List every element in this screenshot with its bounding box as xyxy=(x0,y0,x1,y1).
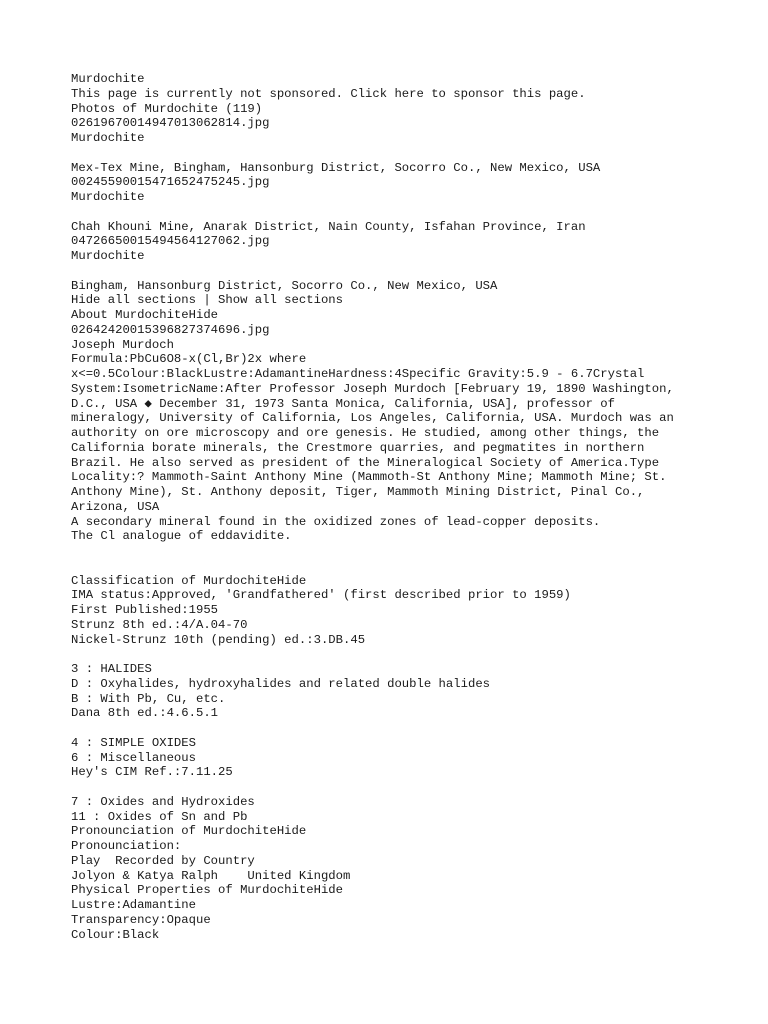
photo-mineral[interactable]: Murdochite xyxy=(71,190,145,204)
transparency: Transparency:Opaque xyxy=(71,912,211,927)
ns-subdivision: B : With Pb, Cu, etc. xyxy=(71,691,226,706)
page-title: Murdochite xyxy=(71,72,145,86)
photo-locality[interactable]: Mex-Tex Mine, Bingham, Hansonburg District, Socorro Co., New Mexico, USA xyxy=(71,160,601,175)
ns-division: D : Oxyhalides, hydroxyhalides and related double halides xyxy=(71,676,491,691)
hey-class: 7 : Oxides and Hydroxides xyxy=(71,794,255,809)
physical-heading[interactable]: Physical Properties of MurdochiteHide xyxy=(71,883,343,898)
pronounciation-heading[interactable]: Pronounciation of MurdochiteHide xyxy=(71,824,307,839)
dana-8th: Dana 8th ed.:4.6.5.1 xyxy=(71,706,219,721)
pronounciation-row: Jolyon & Katya Ralph United Kingdom xyxy=(71,868,351,883)
nickel-strunz-10th: Nickel-Strunz 10th (pending) ed.:3.DB.45 xyxy=(71,632,366,647)
about-note: The Cl analogue of eddavidite. xyxy=(71,529,292,544)
photo-filename[interactable]: 00245590015471652475245.jpg xyxy=(71,175,270,190)
photo-filename[interactable]: 02619670014947013062814.jpg xyxy=(71,116,270,131)
colour: Colour:Black xyxy=(71,927,160,942)
photo-locality[interactable]: Bingham, Hansonburg District, Socorro Co., New Mexico, USA xyxy=(71,278,498,293)
photo-mineral[interactable]: Murdochite xyxy=(71,131,145,145)
lustre: Lustre:Adamantine xyxy=(71,898,196,912)
about-description: x<=0.5Colour:BlackLustre:AdamantineHardness:4Specific Gravity:5.9 - 6.7Crystal System:IsometricName:After Professor Joseph Murdoch [February 19, 1890 Washington, D.C., USA ◆ December 31, 1973 Santa Monica, California, USA], professor of mineralogy, University of California, Los Angeles, California, USA. Murdoch was an authority on ore microscopy and ore genesis. He studied, among other things, the California borate minerals, the Crestmore quarries, and pegmatites in northern Brazil. He also served as president of the Mineralogical Society of America.Type Locality:? Mammoth-Saint Anthony Mine (Mammoth-St Anthony Mine; Mammoth Mine; St. Anthony Mine), St. Anthony deposit, Tiger, Mammoth Mining District, Pinal Co., Arizona, USA xyxy=(71,367,674,514)
section-toggle-links[interactable]: Hide all sections | Show all sections xyxy=(71,293,343,308)
photo-mineral[interactable]: Murdochite xyxy=(71,249,145,263)
ima-status: IMA status:Approved, 'Grandfathered' (first described prior to 1959) xyxy=(71,588,571,603)
photo-filename[interactable]: 04726650015494564127062.jpg xyxy=(71,234,270,249)
pronounciation-table-header: Play Recorded by Country xyxy=(71,853,255,868)
about-note: A secondary mineral found in the oxidized zones of lead-copper deposits. xyxy=(71,514,601,529)
dana-type: 6 : Miscellaneous xyxy=(71,750,196,765)
about-image-filename[interactable]: 02642420015396827374696.jpg xyxy=(71,322,270,337)
pronounciation-label: Pronounciation: xyxy=(71,839,182,853)
document-body xyxy=(71,72,701,942)
formula-line: Formula:PbCu6O8-x(Cl,Br)2x where xyxy=(71,352,307,367)
about-heading[interactable]: About MurdochiteHide xyxy=(71,308,219,322)
dana-class: 4 : SIMPLE OXIDES xyxy=(71,735,196,750)
first-published: First Published:1955 xyxy=(71,603,219,617)
ns-class: 3 : HALIDES xyxy=(71,662,152,676)
photos-heading[interactable]: Photos of Murdochite (119) xyxy=(71,101,263,116)
about-image-caption: Joseph Murdoch xyxy=(71,337,174,352)
hey-cim-ref: Hey's CIM Ref.:7.11.25 xyxy=(71,765,233,780)
sponsor-link[interactable]: This page is currently not sponsored. Click here to sponsor this page. xyxy=(71,86,586,101)
photo-locality[interactable]: Chah Khouni Mine, Anarak District, Nain County, Isfahan Province, Iran xyxy=(71,219,586,234)
strunz-8th: Strunz 8th ed.:4/A.04-70 xyxy=(71,617,248,632)
classification-heading[interactable]: Classification of MurdochiteHide xyxy=(71,573,307,588)
hey-subclass: 11 : Oxides of Sn and Pb xyxy=(71,809,248,824)
